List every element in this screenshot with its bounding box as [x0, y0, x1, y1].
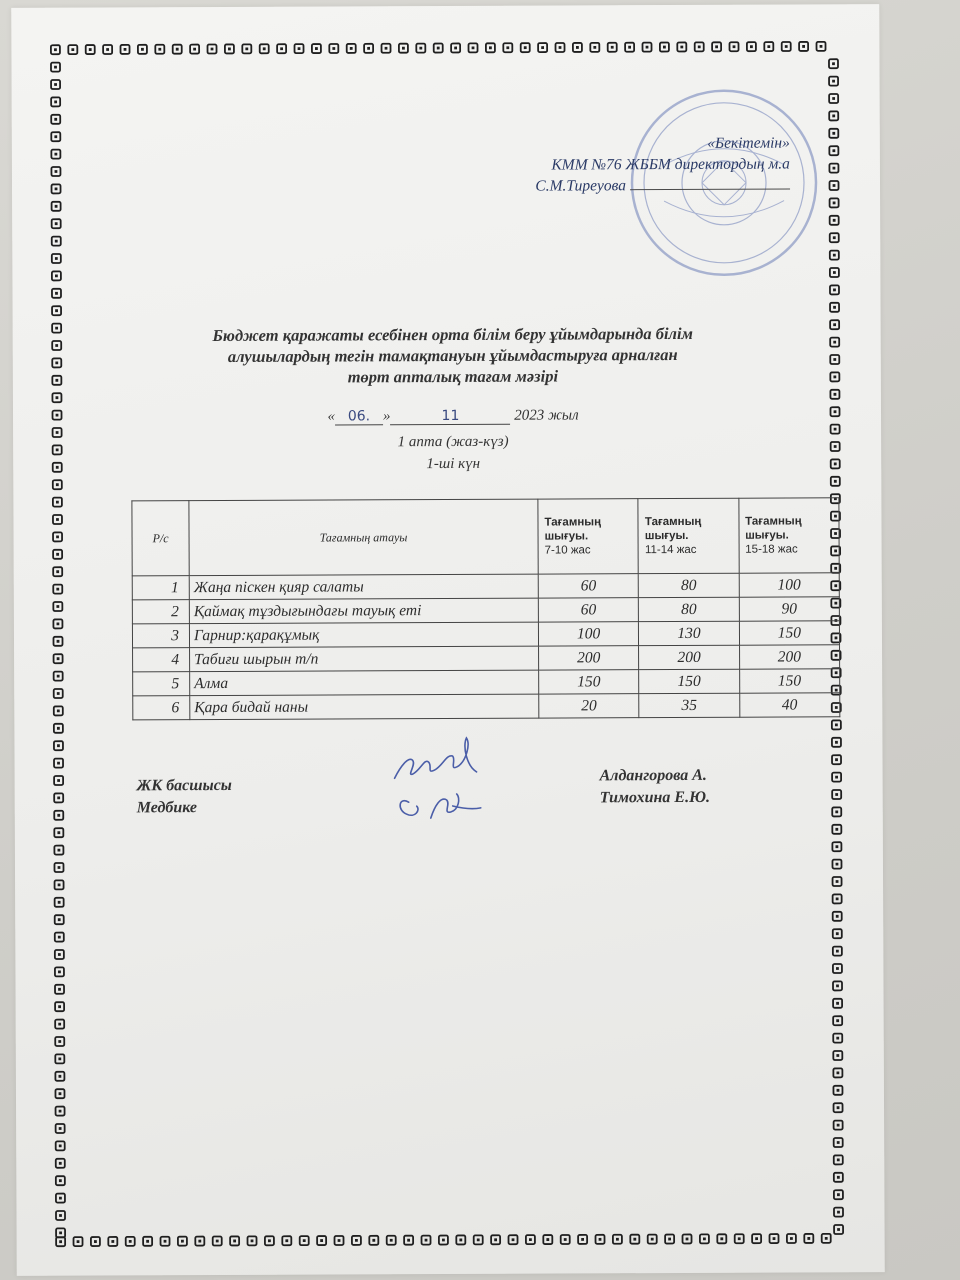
border-ornament [834, 1190, 843, 1199]
border-ornament [56, 1107, 65, 1116]
header-age-11-14 [638, 498, 739, 573]
border-ornament [56, 1194, 65, 1203]
role-nurse: Медбике [136, 799, 198, 817]
border-ornament [830, 320, 839, 329]
row-portion-7-10: 100 [538, 622, 638, 646]
border-ornament [834, 1225, 843, 1234]
border-ornament [56, 1124, 65, 1133]
border-ornament [829, 77, 838, 86]
table-header-row [132, 498, 839, 576]
table-row [133, 669, 840, 696]
border-ornament [832, 860, 841, 869]
border-ornament [143, 1237, 152, 1246]
border-ornament [833, 1034, 842, 1043]
border-ornament [86, 45, 95, 54]
row-number: 1 [132, 576, 189, 600]
header-number: Р/с [132, 501, 189, 576]
border-ornament [660, 43, 669, 52]
border-ornament [747, 42, 756, 51]
date-month: 11 [390, 408, 510, 426]
border-ornament [54, 793, 63, 802]
border-ornament [53, 463, 62, 472]
border-ornament [834, 1208, 843, 1217]
border-ornament [54, 689, 63, 698]
border-ornament [831, 425, 840, 434]
border-ornament [830, 372, 839, 381]
director-name: С.М.Тиреуова [535, 177, 627, 195]
row-portion-7-10: 60 [538, 574, 638, 598]
border-ornament [91, 1237, 100, 1246]
row-portion-11-14: 80 [639, 573, 739, 597]
border-ornament [51, 150, 60, 159]
border-ornament [52, 202, 61, 211]
border-ornament [52, 358, 61, 367]
header-dish-name: Тағамның атауы [189, 499, 538, 576]
director-signature-line [630, 189, 790, 191]
border-ornament [121, 45, 130, 54]
border-ornament [207, 45, 216, 54]
signature-roles [137, 775, 232, 819]
border-ornament [508, 1235, 517, 1244]
border-ornament [53, 602, 62, 611]
border-ornament [55, 950, 64, 959]
table-row [132, 597, 839, 624]
border-ornament [456, 1235, 465, 1244]
border-ornament [829, 129, 838, 138]
border-ornament [833, 947, 842, 956]
border-ornament [126, 1237, 135, 1246]
border-ornament [833, 1016, 842, 1025]
border-ornament [54, 654, 63, 663]
border-ornament [787, 1234, 796, 1243]
header-age-7-10 [538, 499, 639, 574]
border-ornament [55, 1020, 64, 1029]
border-ornament [52, 219, 61, 228]
menu-table [131, 497, 840, 720]
border-ornament [55, 915, 64, 924]
border-ornament [381, 44, 390, 53]
border-ornament [752, 1234, 761, 1243]
table-row [133, 645, 840, 672]
border-ornament [51, 115, 60, 124]
border-ornament [248, 1236, 257, 1245]
border-ornament [369, 1236, 378, 1245]
border-ornament [474, 1235, 483, 1244]
border-ornament [52, 324, 61, 333]
border-ornament [700, 1234, 709, 1243]
border-ornament [595, 1235, 604, 1244]
row-dish-name: Қара бидай наны [190, 694, 539, 720]
border-ornament [439, 1236, 448, 1245]
date-line [123, 407, 783, 427]
signature-names [600, 765, 710, 809]
border-ornament [677, 42, 686, 51]
border-ornament [225, 44, 234, 53]
border-ornament [834, 1138, 843, 1147]
border-ornament [55, 933, 64, 942]
border-ornament [830, 285, 839, 294]
name-nurse: Тимохина Е.Ю. [599, 788, 711, 807]
border-ornament [829, 146, 838, 155]
border-ornament [54, 776, 63, 785]
row-number: 2 [132, 600, 189, 624]
row-portion-15-18: 150 [739, 669, 839, 693]
border-ornament [53, 637, 62, 646]
row-portion-15-18: 90 [739, 597, 839, 621]
border-ornament [195, 1237, 204, 1246]
border-ornament [265, 1236, 274, 1245]
border-ornament [399, 44, 408, 53]
header-age-7-10-title: Тағамның шығуы. [544, 516, 602, 543]
border-ornament [830, 198, 839, 207]
border-ornament [56, 1211, 65, 1220]
border-ornament [51, 45, 60, 54]
border-ornament [834, 1103, 843, 1112]
row-dish-name: Табиғи шырын т/п [190, 646, 539, 672]
border-ornament [608, 43, 617, 52]
border-ornament [712, 42, 721, 51]
border-ornament [387, 1236, 396, 1245]
border-ornament [53, 515, 62, 524]
border-ornament [230, 1236, 239, 1245]
border-ornament [300, 1236, 309, 1245]
border-ornament [51, 97, 60, 106]
border-ornament [54, 724, 63, 733]
row-dish-name: Гарнир:қарақұмық [189, 622, 538, 648]
border-ornament [832, 773, 841, 782]
handwritten-signatures [386, 726, 496, 836]
row-portion-15-18: 150 [739, 621, 839, 645]
border-ornament [832, 720, 841, 729]
border-ornament [830, 407, 839, 416]
border-ornament [769, 1234, 778, 1243]
row-number: 3 [132, 624, 189, 648]
row-number: 6 [133, 696, 190, 720]
row-portion-15-18: 40 [739, 693, 839, 717]
border-ornament [486, 43, 495, 52]
role-head: ЖК басшысы [136, 776, 232, 795]
border-ornament [53, 498, 62, 507]
border-ornament [521, 43, 530, 52]
border-ornament [52, 341, 61, 350]
border-ornament [665, 1235, 674, 1244]
border-ornament [682, 1234, 691, 1243]
row-portion-15-18: 200 [739, 645, 839, 669]
border-ornament [799, 42, 808, 51]
border-ornament [260, 44, 269, 53]
border-ornament [54, 672, 63, 681]
border-ornament [834, 1173, 843, 1182]
border-ornament [282, 1236, 291, 1245]
border-ornament [830, 338, 839, 347]
border-ornament [830, 303, 839, 312]
border-ornament [53, 619, 62, 628]
border-ornament [52, 289, 61, 298]
border-ornament [832, 790, 841, 799]
border-ornament [52, 411, 61, 420]
day-label: 1-ші күн [426, 455, 481, 473]
border-ornament [53, 550, 62, 559]
border-ornament [54, 741, 63, 750]
border-ornament [526, 1235, 535, 1244]
border-ornament [52, 254, 61, 263]
border-ornament [317, 1236, 326, 1245]
border-ornament [138, 45, 147, 54]
border-ornament [52, 306, 61, 315]
border-ornament [52, 237, 61, 246]
week-label: 1 апта (жаз-күз) [397, 433, 509, 451]
row-portion-11-14: 200 [639, 645, 739, 669]
border-ornament [735, 1234, 744, 1243]
border-ornament [695, 42, 704, 51]
border-ornament [52, 376, 61, 385]
date-open-quote: « [327, 408, 335, 425]
approve-label: «Бекітемін» [707, 134, 790, 152]
border-ornament [833, 929, 842, 938]
date-year: 2023 жыл [514, 407, 579, 424]
border-ornament [242, 44, 251, 53]
border-ornament [830, 355, 839, 364]
border-ornament [52, 184, 61, 193]
header-age-15-18 [739, 498, 840, 573]
border-ornament [804, 1234, 813, 1243]
border-ornament [833, 964, 842, 973]
border-ornament [55, 967, 64, 976]
row-number: 5 [133, 672, 190, 696]
border-ornament [829, 59, 838, 68]
border-ornament [833, 1068, 842, 1077]
border-ornament [434, 44, 443, 53]
border-ornament [54, 846, 63, 855]
border-ornament [54, 828, 63, 837]
border-ornament [832, 807, 841, 816]
row-portion-15-18: 100 [739, 573, 839, 597]
border-ornament [830, 268, 839, 277]
border-ornament [68, 45, 77, 54]
title-line-1: Бюджет қаражаты есебінен орта білім беру ұйымдарында білім [212, 323, 693, 346]
border-ornament [53, 480, 62, 489]
border-ornament [51, 63, 60, 72]
border-ornament [347, 44, 356, 53]
border-ornament [831, 459, 840, 468]
border-ornament [625, 43, 634, 52]
border-ornament [421, 1236, 430, 1245]
header-age-7-10-range: 7-10 жас [544, 544, 591, 557]
border-ornament [503, 43, 512, 52]
border-ornament [53, 585, 62, 594]
border-ornament [561, 1235, 570, 1244]
border-ornament [833, 1086, 842, 1095]
border-ornament [53, 445, 62, 454]
border-ornament [53, 567, 62, 576]
director-position: КММ №76 ЖББМ директордың м.а [551, 155, 790, 174]
border-ornament [173, 45, 182, 54]
border-ornament [55, 1089, 64, 1098]
border-ornament [468, 43, 477, 52]
border-ornament [55, 1072, 64, 1081]
border-ornament [830, 251, 839, 260]
border-ornament [833, 999, 842, 1008]
border-ornament [51, 132, 60, 141]
border-ornament [832, 738, 841, 747]
header-age-15-18-range: 15-18 жас [745, 543, 798, 556]
border-ornament [155, 45, 164, 54]
border-ornament [52, 271, 61, 280]
border-ornament [54, 811, 63, 820]
border-ornament [352, 1236, 361, 1245]
border-ornament [54, 759, 63, 768]
border-ornament [416, 44, 425, 53]
border-ornament [161, 1237, 170, 1246]
border-ornament [329, 44, 338, 53]
border-ornament [56, 1237, 65, 1246]
border-ornament [833, 912, 842, 921]
border-ornament [294, 44, 303, 53]
border-ornament [108, 1237, 117, 1246]
border-ornament [54, 706, 63, 715]
header-age-11-14-title: Тағамның шығуы. [644, 515, 702, 543]
border-ornament [642, 43, 651, 52]
border-ornament [404, 1236, 413, 1245]
row-portion-11-14: 35 [639, 693, 739, 717]
border-ornament [74, 1237, 83, 1246]
border-ornament [55, 898, 64, 907]
border-ornament [613, 1235, 622, 1244]
border-ornament [555, 43, 564, 52]
border-ornament [833, 877, 842, 886]
border-ornament [833, 981, 842, 990]
row-portion-11-14: 150 [639, 669, 739, 693]
border-ornament [190, 45, 199, 54]
border-ornament [782, 42, 791, 51]
border-ornament [832, 825, 841, 834]
border-ornament [829, 164, 838, 173]
border-ornament [834, 1155, 843, 1164]
border-ornament [54, 863, 63, 872]
border-ornament [648, 1235, 657, 1244]
border-ornament [590, 43, 599, 52]
border-ornament [277, 44, 286, 53]
border-ornament [52, 393, 61, 402]
title-line-3: төрт апталық тағам мәзірі [347, 366, 559, 387]
border-ornament [56, 1176, 65, 1185]
border-ornament [829, 94, 838, 103]
border-ornament [538, 43, 547, 52]
border-ornament [573, 43, 582, 52]
row-portion-7-10: 200 [539, 646, 639, 670]
director-name-line [535, 175, 790, 197]
date-close-quote: » [382, 408, 391, 425]
border-ornament [764, 42, 773, 51]
border-ornament [830, 233, 839, 242]
border-ornament [830, 181, 839, 190]
border-ornament [56, 1228, 65, 1237]
row-portion-7-10: 150 [539, 670, 639, 694]
row-portion-11-14: 130 [639, 621, 739, 645]
border-ornament [56, 1141, 65, 1150]
date-day: 06. [335, 408, 383, 425]
border-ornament [55, 1002, 64, 1011]
table-row [132, 621, 839, 648]
row-portion-7-10: 20 [539, 694, 639, 718]
border-ornament [630, 1235, 639, 1244]
border-ornament [55, 880, 64, 889]
border-ornament [55, 1054, 64, 1063]
border-ornament [831, 477, 840, 486]
border-ornament [578, 1235, 587, 1244]
border-ornament [832, 842, 841, 851]
name-head: Алдангорова А. [599, 766, 707, 785]
row-portion-11-14: 80 [639, 597, 739, 621]
border-ornament [53, 532, 62, 541]
border-ornament [53, 428, 62, 437]
border-ornament [833, 894, 842, 903]
header-age-15-18-title: Тағамның шығуы. [745, 515, 802, 542]
document-sheet [11, 4, 885, 1276]
border-ornament [830, 216, 839, 225]
border-ornament [834, 1121, 843, 1130]
border-ornament [543, 1235, 552, 1244]
row-portion-7-10: 60 [538, 598, 638, 622]
border-ornament [178, 1237, 187, 1246]
border-ornament [55, 1037, 64, 1046]
border-ornament [55, 985, 64, 994]
row-dish-name: Қаймақ тұздығындағы тауық еті [189, 598, 538, 624]
border-ornament [729, 42, 738, 51]
border-ornament [816, 42, 825, 51]
header-age-11-14-range: 11-14 жас [644, 543, 697, 557]
table-row [133, 693, 840, 720]
border-ornament [829, 111, 838, 120]
border-ornament [103, 45, 112, 54]
border-ornament [717, 1234, 726, 1243]
row-dish-name: Жаңа піскен қияр салаты [189, 574, 538, 600]
border-ornament [833, 1051, 842, 1060]
row-number: 4 [133, 648, 190, 672]
border-ornament [831, 442, 840, 451]
approval-block [535, 133, 790, 197]
row-dish-name: Алма [190, 670, 539, 696]
border-ornament [334, 1236, 343, 1245]
border-ornament [491, 1235, 500, 1244]
border-ornament [822, 1234, 831, 1243]
border-ornament [56, 1159, 65, 1168]
border-ornament [312, 44, 321, 53]
border-ornament [51, 167, 60, 176]
table-row [132, 573, 839, 600]
border-ornament [51, 80, 60, 89]
border-ornament [364, 44, 373, 53]
border-ornament [832, 755, 841, 764]
border-ornament [830, 390, 839, 399]
document-title [123, 323, 783, 389]
border-ornament [451, 43, 460, 52]
title-line-2: алушылардың тегін тамақтануын ұйымдастыруға арналған [227, 344, 678, 366]
border-ornament [213, 1236, 222, 1245]
